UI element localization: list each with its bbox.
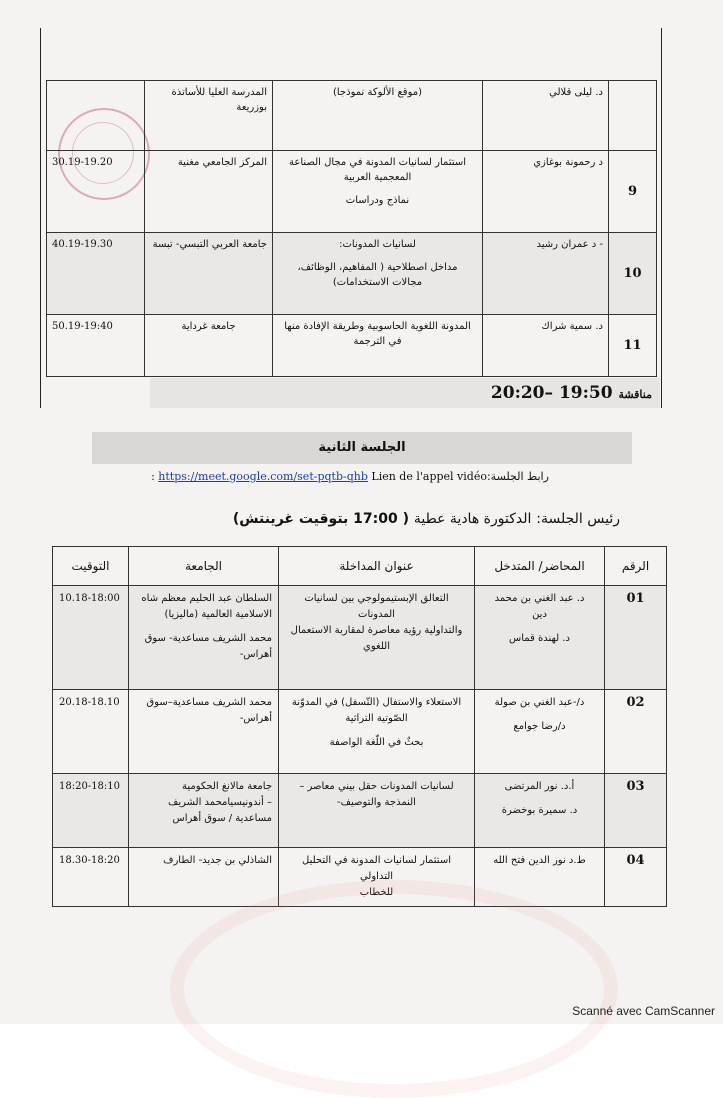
title-cell — [279, 690, 475, 774]
title-line: لسانيات المدونات حقل بيني معاصر – — [299, 781, 454, 792]
scanner-footer: Scanné avec CamScanner — [572, 1004, 715, 1018]
time-cell: 20.18-18.10 — [53, 690, 129, 774]
title-line: مجالات الاستخدامات) — [332, 277, 423, 288]
title-line: بحثٌ في اللّغة الواصفة — [329, 737, 424, 748]
num-cell: 02 — [605, 690, 667, 774]
presenter-line: د. سميرة بوخضرة — [501, 805, 578, 816]
title-line: والتداولية رؤية معاصرة لمقاربة الاستعمال — [290, 625, 463, 636]
faded-watermark — [170, 880, 618, 1098]
presenter-line: د/رضا جوامع — [513, 721, 566, 732]
num-cell: 11 — [609, 315, 657, 377]
num-cell: 04 — [605, 848, 667, 907]
title-line: الاستعلاء والاستفال (التّسفل) في المدوّنة — [291, 697, 462, 708]
title-line: استثمار لسانيات المدونة في التحليل التداولي — [302, 855, 451, 882]
chair-time: ( 17:00 بتوقيت غرينتش) — [232, 511, 410, 527]
institution-cell: جامعة العربي التبسي- تبسة — [145, 233, 273, 315]
program-table-continued — [46, 80, 657, 377]
title-line: للخطاب — [359, 887, 394, 898]
title-line: الصّوتية التراثية — [345, 713, 408, 724]
institution-line: الاسلامية العالمية (ماليزيا) — [164, 609, 272, 620]
title-cell — [273, 233, 483, 315]
time-cell: 10.18-18:00 — [53, 586, 129, 690]
session-title: الجلسة الثانية — [92, 432, 632, 464]
title-line: في الترجمة — [353, 336, 402, 347]
session-link-line — [60, 468, 640, 486]
institution-cell — [129, 774, 279, 848]
presenter-line: د. لهندة قماس — [509, 633, 570, 644]
time-cell — [47, 81, 145, 151]
header-institution: الجامعة — [129, 547, 279, 586]
institution-cell — [129, 586, 279, 690]
num-cell — [609, 81, 657, 151]
session-program-table — [52, 546, 667, 907]
table-row — [47, 151, 657, 233]
header-num: الرقم — [605, 547, 667, 586]
institution-line: أهراس- — [239, 713, 272, 724]
title-line: مداخل اصطلاحية ( المفاهيم، الوظائف، — [297, 262, 458, 273]
table-row — [47, 81, 657, 151]
institution-cell: المركز الجامعي مغنية — [145, 151, 273, 233]
presenter-line: د/-عبد الغني بن صولة — [494, 697, 585, 708]
num-cell: 03 — [605, 774, 667, 848]
title-line: استثمار لسانيات المدونة في مجال الصناعة — [289, 157, 466, 168]
presenter-line: ط.د نور الدين فتح الله — [493, 855, 586, 866]
num-cell: 9 — [609, 151, 657, 233]
institution-line: مساعدية / سوق أهراس — [172, 813, 272, 824]
time-cell: 50.19-19:40 — [47, 315, 145, 377]
institution-cell — [129, 690, 279, 774]
header-presenter: المحاضر/ المتدخل — [475, 547, 605, 586]
presenter-cell: - د عمران رشيد — [483, 233, 609, 315]
session-link-label: رابط الجلسة: — [486, 470, 549, 483]
presenter-cell: د رحمونة بوغازي — [483, 151, 609, 233]
institution-line: الشاذلي بن جديد- الطارف — [163, 855, 272, 866]
time-cell: 30.19-19.20 — [47, 151, 145, 233]
title-line: المدونة اللغوية الحاسوبية وطريقة الإفادة منها — [284, 321, 471, 332]
title-cell — [273, 151, 483, 233]
institution-cell — [129, 848, 279, 907]
table-header-row — [53, 547, 667, 586]
presenter-line: دين — [532, 609, 547, 620]
presenter-cell: د. ليلى قلالي — [483, 81, 609, 151]
institution-line: جامعة مالانغ الحكومية — [181, 781, 272, 792]
presenter-line: أ.د. نور المرتضى — [504, 781, 575, 792]
presenter-cell: د. سمية شراك — [483, 315, 609, 377]
discussion-time: 19:50 –20:20 — [490, 383, 613, 403]
table-row — [53, 586, 667, 690]
title-line: المعجمية العربية — [343, 172, 412, 183]
presenter-cell — [475, 774, 605, 848]
table-row — [53, 690, 667, 774]
presenter-cell — [475, 586, 605, 690]
table-row — [47, 315, 657, 377]
institution-cell: المدرسة العليا للأساتذة بوزريعة — [145, 81, 273, 151]
institution-line: محمد الشريف مساعدية–سوق — [146, 697, 272, 708]
institution-line: – أندونيسيامحمد الشريف — [167, 797, 272, 808]
title-line: لسانيات المدونات: — [339, 239, 416, 250]
title-line: نماذج ودراسات — [345, 195, 410, 206]
title-cell — [279, 774, 475, 848]
title-cell — [273, 315, 483, 377]
table-row — [47, 233, 657, 315]
header-time: التوقيت — [53, 547, 129, 586]
discussion-bar — [150, 378, 660, 408]
title-line: التعالق الإبستيمولوجي بين لسانيات المدونات — [304, 593, 449, 620]
title-line: اللغوي — [363, 641, 390, 652]
table-row — [53, 774, 667, 848]
time-cell: 18:20-18:10 — [53, 774, 129, 848]
presenter-cell — [475, 690, 605, 774]
chair-label: رئيس الجلسة: — [536, 511, 620, 527]
num-cell: 10 — [609, 233, 657, 315]
chair-name: الدكتورة هادية عطية — [413, 511, 532, 527]
time-cell: 18.30-18:20 — [53, 848, 129, 907]
num-cell: 01 — [605, 586, 667, 690]
presenter-line: د. عبد الغني بن محمد — [494, 593, 585, 604]
video-call-label: Lien de l'appel vidéo : — [151, 470, 487, 483]
institution-line: السلطان عبد الحليم معظم شاه — [141, 593, 272, 604]
header-title: عنوان المداخلة — [279, 547, 475, 586]
institution-line: أهراس- — [239, 649, 272, 660]
session-chair — [60, 508, 620, 530]
institution-cell: جامعة غرداية — [145, 315, 273, 377]
discussion-label: مناقشة — [618, 388, 652, 401]
title-cell — [279, 586, 475, 690]
institution-line: محمد الشريف مساعدية- سوق — [144, 633, 272, 644]
title-cell: (موقع الألوكة نموذجا) — [273, 81, 483, 151]
meet-link[interactable]: https://meet.google.com/set-pqtb-qhb — [158, 470, 368, 483]
title-line: النمذجة والتوصيف- — [337, 797, 416, 808]
time-cell: 40.19-19.30 — [47, 233, 145, 315]
